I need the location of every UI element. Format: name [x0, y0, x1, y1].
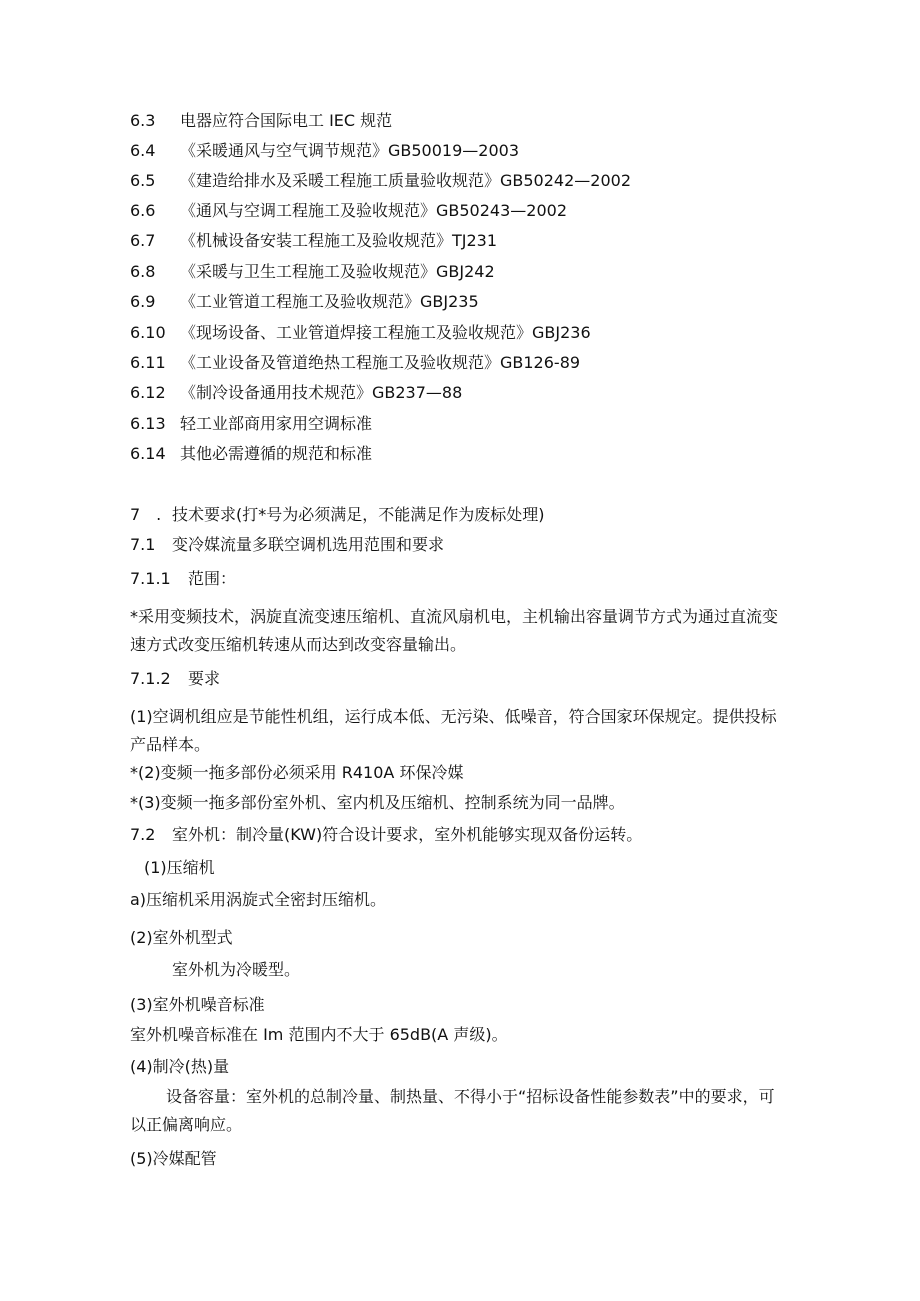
subsection-number: 7.2	[130, 825, 156, 844]
item-text: 《制冷设备通用技术规范》GB237—88	[180, 383, 463, 402]
item-text: 《采暖通风与空气调节规范》GB50019—2003	[180, 141, 519, 160]
requirement-2: *(2)变频一拖多部份必须采用 R410A 环保冷媒	[130, 763, 464, 782]
item-body: 设备容量：室外机的总制冷量、制热量、不得小于“招标设备性能参数表”中的要求，可以正偏离响应。	[130, 1087, 775, 1134]
item-text: 《采暖与卫生工程施工及验收规范》GBJ242	[180, 262, 495, 281]
item-number: 6.13	[130, 414, 166, 433]
item-title: (5)冷媒配管	[130, 1149, 217, 1168]
item-title: (4)制冷(热)量	[130, 1057, 230, 1076]
item-number: 6.12	[130, 383, 166, 402]
item-body: a)压缩机采用涡旋式全密封压缩机。	[130, 890, 387, 909]
item-number: 6.8	[130, 262, 156, 281]
item-title: (3)室外机噪音标准	[130, 995, 265, 1014]
section-title: 技术要求(打*号为必须满足，不能满足作为废标处理)	[172, 505, 545, 524]
subsection-title: 室外机：制冷量(KW)符合设计要求，室外机能够实现双备份运转。	[172, 825, 643, 844]
list-item	[130, 413, 372, 435]
list-item	[130, 443, 372, 465]
item-title: (2)室外机型式	[130, 928, 233, 947]
subsection-title: 变冷媒流量多联空调机选用范围和要求	[172, 535, 445, 554]
subsection-number: 7.1.1	[130, 569, 171, 588]
subsection-title: 范围：	[188, 569, 237, 588]
item-number: 6.7	[130, 231, 156, 250]
subsection-heading	[130, 568, 236, 590]
list-item	[130, 382, 462, 404]
item-text: 《工业设备及管道绝热工程施工及验收规范》GB126-89	[180, 353, 581, 372]
item-body: 室外机为冷暖型。	[172, 960, 301, 979]
list-item	[130, 291, 479, 313]
scope-paragraph: *采用变频技术，涡旋直流变速压缩机、直流风扇机电，主机输出容量调节方式为通过直流变速方式改变压缩机转速从而达到改变容量输出。	[130, 607, 779, 654]
item-number: 6.14	[130, 444, 166, 463]
item-body: 室外机噪音标准在 Im 范围内不大于 65dB(A 声级)。	[130, 1025, 508, 1044]
list-item	[130, 261, 495, 283]
item-text: 《现场设备、工业管道焊接工程施工及验收规范》GBJ236	[180, 323, 591, 342]
item-number: 6.9	[130, 292, 156, 311]
requirement-3: *(3)变频一拖多部份室外机、室内机及压缩机、控制系统为同一品牌。	[130, 793, 625, 812]
item-title: (1)压缩机	[144, 858, 215, 877]
section-heading	[130, 504, 545, 526]
item-text: 电器应符合国际电工 IEC 规范	[180, 111, 393, 130]
list-item	[130, 140, 519, 162]
subsection-title: 要求	[188, 669, 221, 688]
item-text: 《通风与空调工程施工及验收规范》GB50243—2002	[180, 201, 567, 220]
item-text: 轻工业部商用家用空调标准	[180, 414, 373, 433]
item-number: 6.11	[130, 353, 166, 372]
list-item	[130, 110, 392, 132]
section-number: 7 .	[130, 505, 162, 524]
item-number: 6.4	[130, 141, 156, 160]
subsection-heading	[130, 824, 642, 846]
list-item	[130, 230, 497, 252]
subsection-heading	[130, 668, 220, 690]
list-item	[130, 170, 631, 192]
item-text: 《机械设备安装工程施工及验收规范》TJ231	[180, 231, 498, 250]
item-text: 其他必需遵循的规范和标准	[180, 444, 373, 463]
subsection-heading	[130, 534, 444, 556]
list-item	[130, 352, 580, 374]
item-number: 6.5	[130, 171, 156, 190]
subsection-number: 7.1	[130, 535, 156, 554]
requirement-1: (1)空调机组应是节能性机组，运行成本低、无污染、低噪音，符合国家环保规定。提供投标产品样本。	[130, 707, 777, 754]
item-text: 《建造给排水及采暖工程施工质量验收规范》GB50242—2002	[180, 171, 631, 190]
list-item	[130, 322, 591, 344]
list-item	[130, 200, 567, 222]
item-number: 6.10	[130, 323, 166, 342]
item-number: 6.3	[130, 111, 156, 130]
subsection-number: 7.1.2	[130, 669, 171, 688]
item-text: 《工业管道工程施工及验收规范》GBJ235	[180, 292, 479, 311]
item-number: 6.6	[130, 201, 156, 220]
